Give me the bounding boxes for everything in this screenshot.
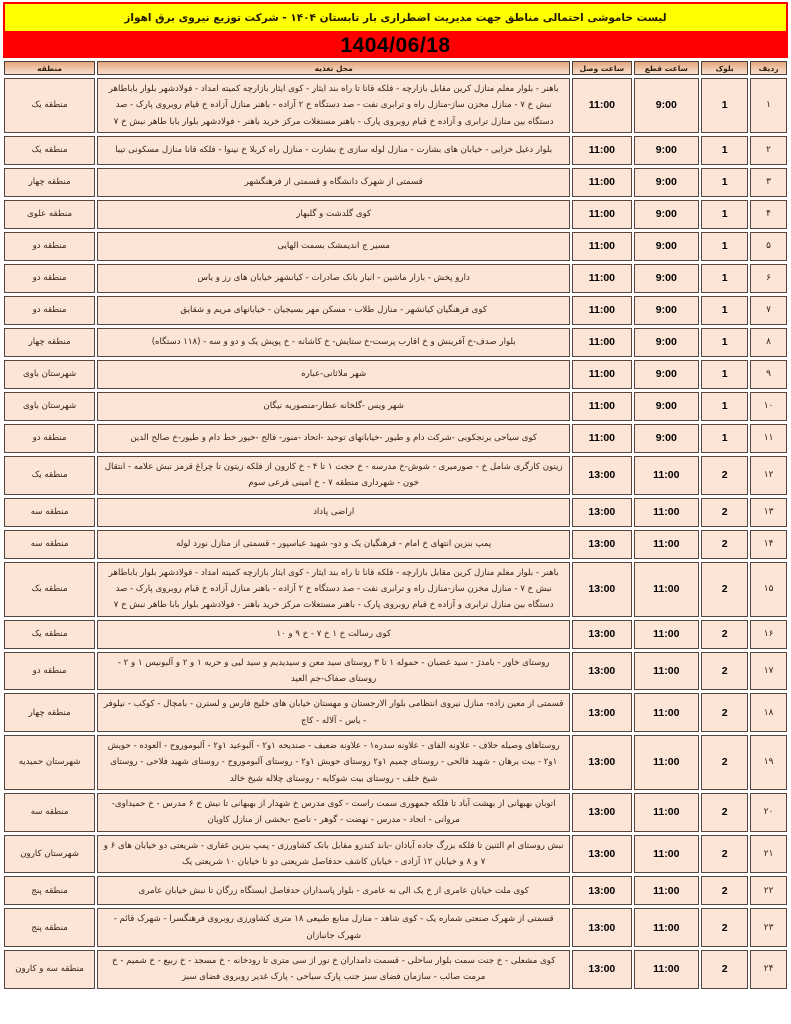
row-number-cell: ۶ bbox=[750, 264, 787, 293]
block-cell: 1 bbox=[701, 78, 748, 133]
row-number-cell: ۷ bbox=[750, 296, 787, 325]
block-cell: 2 bbox=[701, 620, 748, 649]
feed-location-cell: باهنر - بلوار معلم منازل کرین مقابل بازارچه - فلکه قانا تا راه بند ایثار - کوی ایثار بازارچه کمیته امداد - فولادشهر بلوار باباطاهر نبش خ ۷ - منازل مخزن ساز-منازل راه و ترابری نفت - صد دستگاه خ ۲ آزاده - باهنر منازل آزاده خ قیام روبروی پارک - صد دستگاه بین منازل ترابری و آزاده خ قیام روبروی پارک - باهنر مستغلات مرکز خرید باهنر - فولادشهر بلوار بابا طاهر نبش خ ۷ bbox=[97, 562, 570, 617]
block-cell: 2 bbox=[701, 735, 748, 790]
reconnect-time-cell: 13:00 bbox=[572, 620, 631, 649]
cut-time-cell: 11:00 bbox=[634, 950, 700, 989]
table-header-row bbox=[4, 61, 787, 75]
feed-location-cell: روستاهای وصیله حلاف - علاونه الفای - علاونه سدره۱ - علاونه ضعیف - صندیحه ۱و۲ - آلبوعید ۱و۲ - آلبوموروح - العوده - حویش ۱و۲ - بیت برهان - شهید فالحی - روستای چمیم ۱و۲ روستای حویش ۱و۲ - روستای آلبوموروح - روستای شهید فلاحی - روستای شیخ خلف - روستای بیت شوکایه - روستای چلاله شیخ خالد bbox=[97, 735, 570, 790]
header-block: بلوک bbox=[701, 61, 748, 75]
feed-location-cell: کوی گلدشت و گلبهار bbox=[97, 200, 570, 229]
region-cell: منطقه چهار bbox=[4, 693, 95, 732]
block-cell: 2 bbox=[701, 530, 748, 559]
feed-location-cell: اراضی پاداد bbox=[97, 498, 570, 527]
cut-time-cell: 11:00 bbox=[634, 735, 700, 790]
region-cell: منطقه علوی bbox=[4, 200, 95, 229]
row-number-cell: ۲۱ bbox=[750, 835, 787, 874]
cut-time-cell: 11:00 bbox=[634, 876, 700, 905]
header-feed-location: محل تغذیه bbox=[97, 61, 570, 75]
reconnect-time-cell: 13:00 bbox=[572, 562, 631, 617]
cut-time-cell: 9:00 bbox=[634, 232, 700, 261]
block-cell: 1 bbox=[701, 200, 748, 229]
cut-time-cell: 11:00 bbox=[634, 620, 700, 649]
region-cell: منطقه چهار bbox=[4, 328, 95, 357]
region-cell: منطقه دو bbox=[4, 232, 95, 261]
title-bar bbox=[3, 2, 788, 33]
region-cell: شهرستان حمیدیه bbox=[4, 735, 95, 790]
cut-time-cell: 9:00 bbox=[634, 200, 700, 229]
reconnect-time-cell: 13:00 bbox=[572, 950, 631, 989]
feed-location-cell: شهر ملاثانی-عباره bbox=[97, 360, 570, 389]
feed-location-cell: دارو پخش - بازار ماشین - انبار بانک صادرات - کیانشهر خیابان های رز و یاس bbox=[97, 264, 570, 293]
feed-location-cell: زیتون کارگری شامل خ - صورمیری - شوش-خ مدرسه - خ حجت ۱ تا ۴ - خ کارون از فلکه زیتون تا چراغ قرمز نبش علامه - انتقال خون - شهرداری منطقه ۷ - خ امینی فرعی سوم bbox=[97, 456, 570, 495]
cut-time-cell: 11:00 bbox=[634, 498, 700, 527]
region-cell: منطقه پنج bbox=[4, 908, 95, 947]
region-cell: منطقه سه bbox=[4, 530, 95, 559]
feed-location-cell: مسیر ج اندیمشک بسمت الهایی bbox=[97, 232, 570, 261]
feed-location-cell: نبش روستای ام الثنین تا فلکه بزرگ جاده آبادان -باند کندرو مقابل بانک کشاورزی - پمپ بنزین غفاری - شریعتی دو خیابان های ۶ و ۷ و ۸ و خیابان ۱۲ آزادی - خیابان کاشف حدفاصل شریعتی دو تا خیابان ۱۰ شریعتی یک bbox=[97, 835, 570, 874]
table-row bbox=[4, 360, 787, 389]
table-row bbox=[4, 232, 787, 261]
reconnect-time-cell: 11:00 bbox=[572, 392, 631, 421]
region-cell: منطقه سه و کارون bbox=[4, 950, 95, 989]
reconnect-time-cell: 13:00 bbox=[572, 530, 631, 559]
reconnect-time-cell: 11:00 bbox=[572, 200, 631, 229]
row-number-cell: ۲۲ bbox=[750, 876, 787, 905]
feed-location-cell: کوی مشعلی - خ جنت سمت بلوار ساحلی - قسمت دامداران خ نور از سی متری تا رودخانه - خ مسجد - خ ربیع - خ شمیم - خ مرمت صائب - سازمان فضای سبز جنب پارک سیاحی - پارک غدیر روبروی فضای سبز bbox=[97, 950, 570, 989]
cut-time-cell: 11:00 bbox=[634, 835, 700, 874]
feed-location-cell: قسمتی از شهرک دانشگاه و قسمتی از فرهنگشهر bbox=[97, 168, 570, 197]
table-row bbox=[4, 876, 787, 905]
block-cell: 1 bbox=[701, 360, 748, 389]
row-number-cell: ۹ bbox=[750, 360, 787, 389]
table-row bbox=[4, 835, 787, 874]
feed-location-cell: بلوار دغیل خزایی - خیابان های بشارت - منازل لوله سازی خ بشارت - منازل راه کربلا خ نینوا - فلکه قانا منازل مسکونی تیبا bbox=[97, 136, 570, 165]
block-cell: 2 bbox=[701, 456, 748, 495]
row-number-cell: ۱۴ bbox=[750, 530, 787, 559]
document-title: لیست خاموشی احتمالی مناطق جهت مدیریت اضطراری بار تابستان ۱۴۰۴ - شرکت توزیع نیروی برق اهواز bbox=[124, 11, 667, 24]
row-number-cell: ۱۳ bbox=[750, 498, 787, 527]
reconnect-time-cell: 13:00 bbox=[572, 735, 631, 790]
block-cell: 2 bbox=[701, 876, 748, 905]
table-row bbox=[4, 950, 787, 989]
region-cell: منطقه یک bbox=[4, 78, 95, 133]
table-body bbox=[4, 78, 787, 989]
table-row bbox=[4, 908, 787, 947]
feed-location-cell: کوی سیاحی برنجکوبی -شرکت دام و طیور -خیابانهای توحید -اتحاد -منور- فالح -خیور خط دام و طیور-خ صالح الدین bbox=[97, 424, 570, 453]
block-cell: 2 bbox=[701, 950, 748, 989]
block-cell: 2 bbox=[701, 693, 748, 732]
region-cell: منطقه دو bbox=[4, 424, 95, 453]
reconnect-time-cell: 13:00 bbox=[572, 835, 631, 874]
table-row bbox=[4, 530, 787, 559]
region-cell: منطقه دو bbox=[4, 264, 95, 293]
cut-time-cell: 9:00 bbox=[634, 328, 700, 357]
feed-location-cell: بلوار صدف-خ آفرینش و خ اقارب پرست-خ ستایش- خ کاشانه - خ پویش یک و دو و سه - (۱۱۸ دستگاه) bbox=[97, 328, 570, 357]
table-row bbox=[4, 78, 787, 133]
cut-time-cell: 9:00 bbox=[634, 424, 700, 453]
region-cell: منطقه یک bbox=[4, 620, 95, 649]
cut-time-cell: 11:00 bbox=[634, 652, 700, 691]
header-cut-time: ساعت قطع bbox=[634, 61, 700, 75]
reconnect-time-cell: 13:00 bbox=[572, 876, 631, 905]
row-number-cell: ۲۰ bbox=[750, 793, 787, 832]
table-row bbox=[4, 136, 787, 165]
reconnect-time-cell: 11:00 bbox=[572, 78, 631, 133]
date-bar bbox=[3, 33, 788, 58]
feed-location-cell: پمپ بنزین انتهای خ امام - فرهنگیان یک و دو- شهید عباسپور - قسمتی از منازل نورد لوله bbox=[97, 530, 570, 559]
reconnect-time-cell: 13:00 bbox=[572, 652, 631, 691]
region-cell: منطقه یک bbox=[4, 136, 95, 165]
row-number-cell: ۱۶ bbox=[750, 620, 787, 649]
table-row bbox=[4, 296, 787, 325]
row-number-cell: ۵ bbox=[750, 232, 787, 261]
block-cell: 1 bbox=[701, 392, 748, 421]
block-cell: 2 bbox=[701, 562, 748, 617]
region-cell: منطقه یک bbox=[4, 456, 95, 495]
region-cell: شهرستان باوی bbox=[4, 392, 95, 421]
reconnect-time-cell: 11:00 bbox=[572, 168, 631, 197]
table-row bbox=[4, 735, 787, 790]
cut-time-cell: 11:00 bbox=[634, 530, 700, 559]
feed-location-cell: شهر ویس -گلخانه عطار-منصوریه نیگان bbox=[97, 392, 570, 421]
cut-time-cell: 9:00 bbox=[634, 360, 700, 389]
cut-time-cell: 9:00 bbox=[634, 168, 700, 197]
table-row bbox=[4, 424, 787, 453]
table-row bbox=[4, 200, 787, 229]
reconnect-time-cell: 11:00 bbox=[572, 296, 631, 325]
table-row bbox=[4, 793, 787, 832]
cut-time-cell: 9:00 bbox=[634, 392, 700, 421]
cut-time-cell: 9:00 bbox=[634, 296, 700, 325]
row-number-cell: ۲۳ bbox=[750, 908, 787, 947]
row-number-cell: ۱۲ bbox=[750, 456, 787, 495]
reconnect-time-cell: 11:00 bbox=[572, 424, 631, 453]
block-cell: 1 bbox=[701, 232, 748, 261]
cut-time-cell: 11:00 bbox=[634, 793, 700, 832]
row-number-cell: ۱۸ bbox=[750, 693, 787, 732]
header-reconnect-time: ساعت وصل bbox=[572, 61, 631, 75]
region-cell: منطقه یک bbox=[4, 562, 95, 617]
feed-location-cell: روستای خاور - بامدژ - سید غضبان - حموله ۱ تا ۳ روستای سید معن و سیدیدیم و سید لیی و حریه ۱ و ۲ و آلبونیس ۱ و ۲ - روستای صفاک-جم العید bbox=[97, 652, 570, 691]
block-cell: 2 bbox=[701, 835, 748, 874]
table-row bbox=[4, 652, 787, 691]
row-number-cell: ۱۷ bbox=[750, 652, 787, 691]
feed-location-cell: اتوبان بهبهانی از بهشت آباد تا فلکه جمهوری سمت راست - کوی مدرس خ شهدار از بهبهانی تا نبش خ ۶ مدرس - خ حمیداوی- مروانی - اتحاد - مدرس - نهضت - گوهر - ناصح -بخشی از منازل کاویان bbox=[97, 793, 570, 832]
region-cell: منطقه سه bbox=[4, 793, 95, 832]
region-cell: شهرستان باوی bbox=[4, 360, 95, 389]
feed-location-cell: کوی ملت خیابان عامری از خ یک الی نه عامری - بلوار پاسداران حدفاصل ایستگاه زرگان تا نبش خیابان عامری bbox=[97, 876, 570, 905]
row-number-cell: ۸ bbox=[750, 328, 787, 357]
table-row bbox=[4, 328, 787, 357]
cut-time-cell: 11:00 bbox=[634, 693, 700, 732]
row-number-cell: ۳ bbox=[750, 168, 787, 197]
row-number-cell: ۱۹ bbox=[750, 735, 787, 790]
region-cell: منطقه پنج bbox=[4, 876, 95, 905]
reconnect-time-cell: 13:00 bbox=[572, 498, 631, 527]
cut-time-cell: 9:00 bbox=[634, 78, 700, 133]
table-row bbox=[4, 168, 787, 197]
table-row bbox=[4, 562, 787, 617]
header-row-number: ردیف bbox=[750, 61, 787, 75]
row-number-cell: ۱ bbox=[750, 78, 787, 133]
block-cell: 2 bbox=[701, 652, 748, 691]
table-row bbox=[4, 620, 787, 649]
feed-location-cell: قسمتی از شهرک صنعتی شماره یک - کوی شاهد - منازل منابع طبیعی ۱۸ متری کشاورزی روبروی فرهنگسرا - شهرک قائم - شهرک جانبازان bbox=[97, 908, 570, 947]
reconnect-time-cell: 11:00 bbox=[572, 232, 631, 261]
block-cell: 2 bbox=[701, 793, 748, 832]
region-cell: منطقه دو bbox=[4, 296, 95, 325]
cut-time-cell: 11:00 bbox=[634, 562, 700, 617]
date-value: 1404/06/18 bbox=[340, 33, 451, 57]
row-number-cell: ۲ bbox=[750, 136, 787, 165]
cut-time-cell: 11:00 bbox=[634, 456, 700, 495]
block-cell: 1 bbox=[701, 264, 748, 293]
reconnect-time-cell: 11:00 bbox=[572, 264, 631, 293]
table-row bbox=[4, 498, 787, 527]
feed-location-cell: قسمتی از معین زاده- منازل نیروی انتظامی بلوار الارجستان و مهستان خیابان های خلیج فارس و لسترن - بامچال - کوکب - نیلوفر - یاس - آلاله - کاج bbox=[97, 693, 570, 732]
feed-location-cell: کوی فرهنگیان کیانشهر - منازل طلاب - مسکن مهر بسیجیان - خیابانهای مریم و شقایق bbox=[97, 296, 570, 325]
cut-time-cell: 9:00 bbox=[634, 264, 700, 293]
cut-time-cell: 11:00 bbox=[634, 908, 700, 947]
block-cell: 1 bbox=[701, 328, 748, 357]
block-cell: 2 bbox=[701, 498, 748, 527]
row-number-cell: ۱۱ bbox=[750, 424, 787, 453]
table-row bbox=[4, 456, 787, 495]
table-row bbox=[4, 392, 787, 421]
reconnect-time-cell: 11:00 bbox=[572, 360, 631, 389]
reconnect-time-cell: 11:00 bbox=[572, 328, 631, 357]
reconnect-time-cell: 13:00 bbox=[572, 908, 631, 947]
reconnect-time-cell: 13:00 bbox=[572, 693, 631, 732]
feed-location-cell: باهنر - بلوار معلم منازل کرین مقابل بازارچه - فلکه قانا تا راه بند ایثار - کوی ایثار بازارچه کمیته امداد - فولادشهر بلوار باباطاهر نبش خ ۷ - منازل مخزن ساز-منازل راه و ترابری نفت - صد دستگاه خ ۲ آزاده - باهنر منازل آزاده خ قیام روبروی پارک - صد دستگاه بین منازل ترابری و آزاده خ قیام روبروی پارک - باهنر مستغلات مرکز خرید باهنر - فولادشهر بلوار بابا طاهر نبش خ ۷ bbox=[97, 78, 570, 133]
row-number-cell: ۱۵ bbox=[750, 562, 787, 617]
region-cell: منطقه چهار bbox=[4, 168, 95, 197]
row-number-cell: ۴ bbox=[750, 200, 787, 229]
cut-time-cell: 9:00 bbox=[634, 136, 700, 165]
row-number-cell: ۲۴ bbox=[750, 950, 787, 989]
feed-location-cell: کوی رسالت خ ۱ خ ۷ - خ ۹ و ۱۰ bbox=[97, 620, 570, 649]
reconnect-time-cell: 11:00 bbox=[572, 136, 631, 165]
block-cell: 2 bbox=[701, 908, 748, 947]
document-page bbox=[0, 2, 791, 1024]
region-cell: منطقه دو bbox=[4, 652, 95, 691]
block-cell: 1 bbox=[701, 296, 748, 325]
row-number-cell: ۱۰ bbox=[750, 392, 787, 421]
block-cell: 1 bbox=[701, 424, 748, 453]
reconnect-time-cell: 13:00 bbox=[572, 793, 631, 832]
reconnect-time-cell: 13:00 bbox=[572, 456, 631, 495]
region-cell: منطقه سه bbox=[4, 498, 95, 527]
block-cell: 1 bbox=[701, 168, 748, 197]
table-row bbox=[4, 264, 787, 293]
region-cell: شهرستان کارون bbox=[4, 835, 95, 874]
outage-table bbox=[2, 58, 789, 992]
table-row bbox=[4, 693, 787, 732]
block-cell: 1 bbox=[701, 136, 748, 165]
header-region: منطقه bbox=[4, 61, 95, 75]
